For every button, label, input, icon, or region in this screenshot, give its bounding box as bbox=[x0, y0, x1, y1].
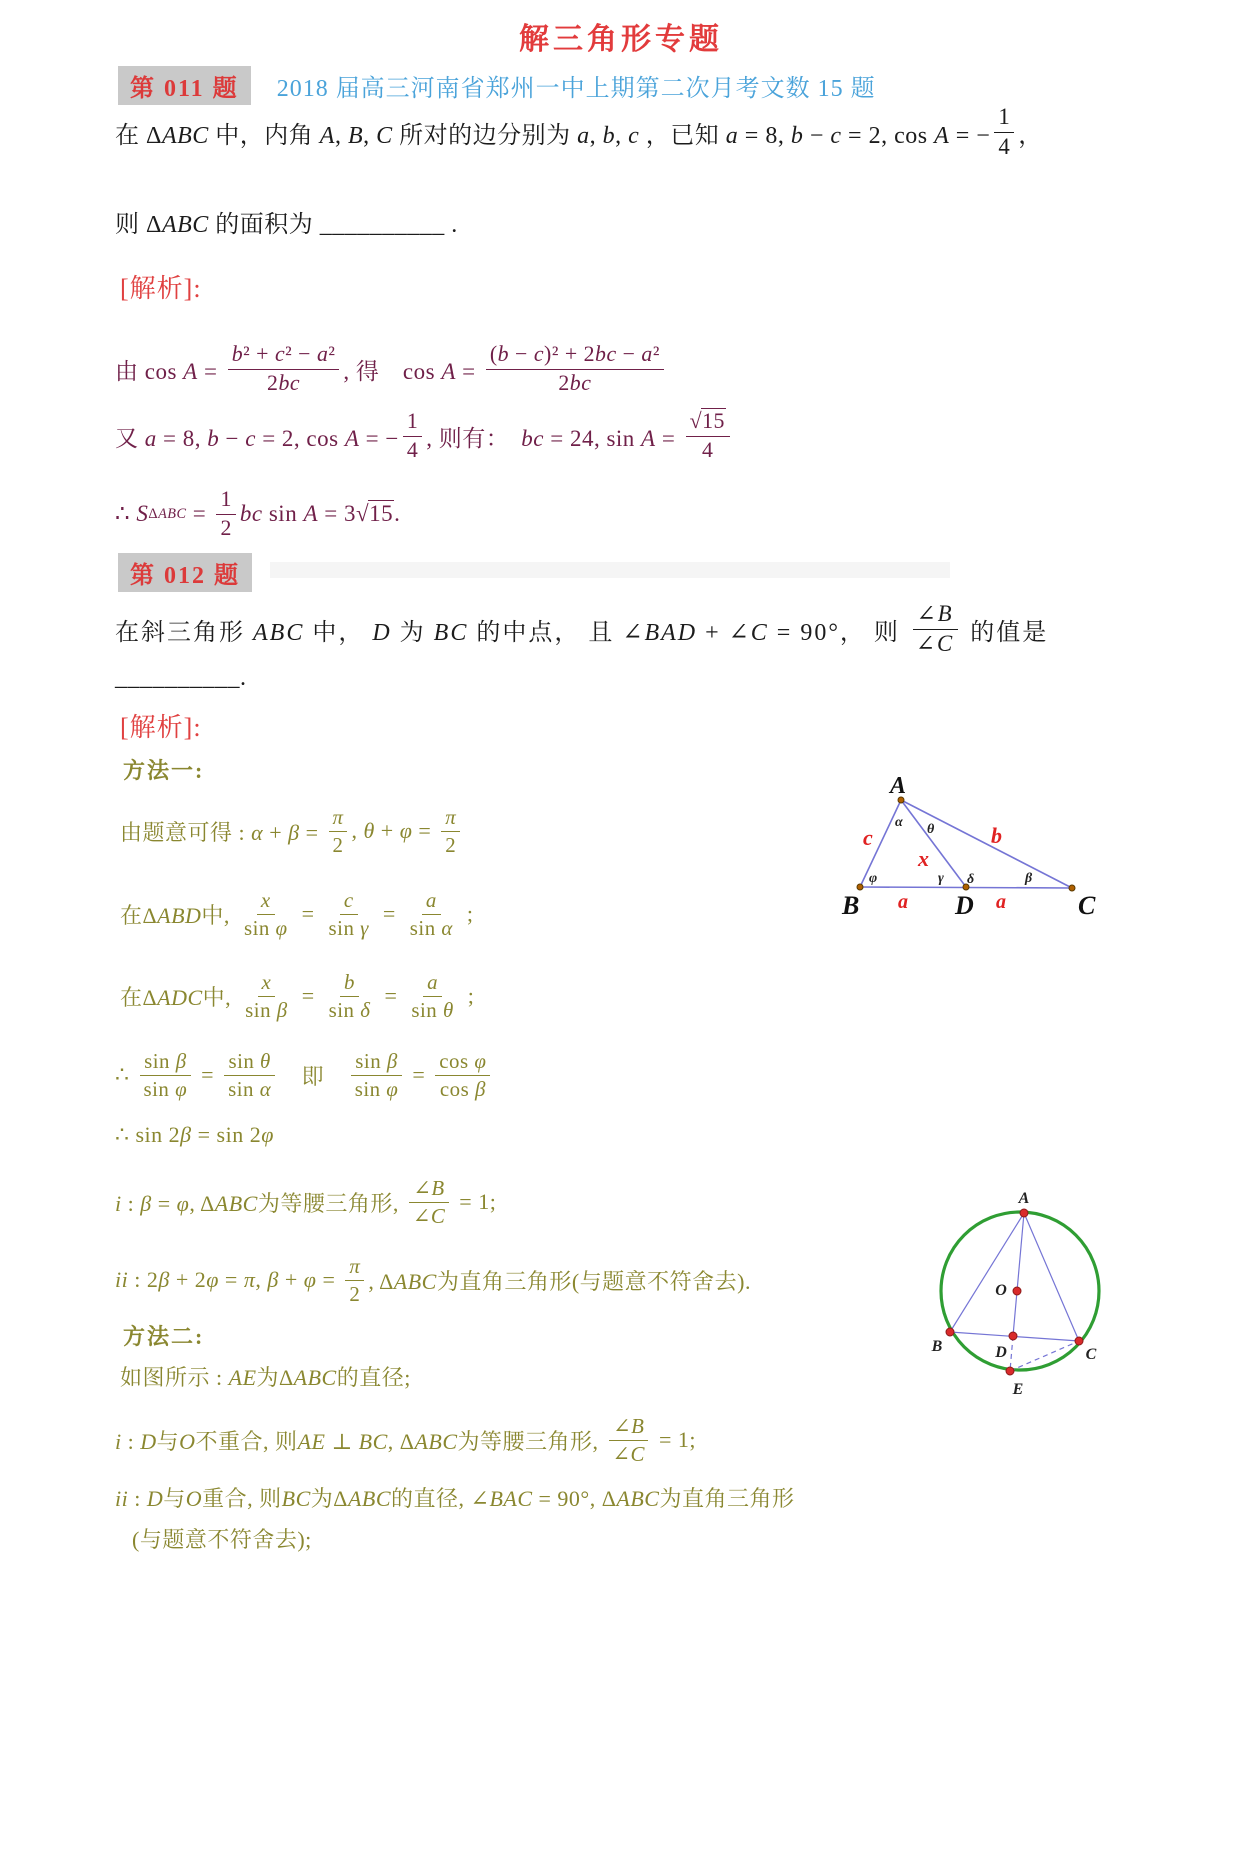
circle-point-label-e: E bbox=[1012, 1381, 1024, 1398]
triangle-angle-label-gamma: γ bbox=[938, 871, 944, 886]
circle-diagram bbox=[925, 1185, 1130, 1405]
analysis-label-012-text: [解析]: bbox=[120, 712, 202, 742]
problem-011-label: 第 011 题 bbox=[118, 66, 251, 105]
analysis-label-012 bbox=[120, 702, 202, 748]
problem-012-statement-line-2: __________. bbox=[115, 664, 247, 691]
triangle-angle-label-beta: β bbox=[1025, 871, 1033, 886]
solution-011-line-2: 又 a = 8, b − c = 2, cos A = − $\frac{1}{4}$ , 则有： bc = 24, sin A = $\frac{√15}{4}$ bbox=[115, 398, 734, 474]
method-2-line-4: (与题意不符舍去); bbox=[132, 1526, 312, 1552]
triangle-angle-label-delta: δ bbox=[967, 872, 975, 887]
triangle-edges bbox=[860, 800, 1072, 888]
triangle-vertex-label-b: B bbox=[842, 891, 860, 920]
triangle-side-label-a-left: a bbox=[898, 891, 908, 913]
triangle-angle-label-phi: φ bbox=[869, 871, 878, 886]
method-1-line-2: 在ΔABD中, $\frac{x}{\text{sin φ}}$ = $\frac{c}{\text{sin γ}}$ = $\frac{a}{\text{sin α}}$ ; bbox=[120, 888, 474, 940]
method-1-line-7: ii : 2β + 2φ = π, β + φ = $\frac{\pi}{2}$ , ΔABC为直角三角形(与题意不符舍去). bbox=[115, 1254, 751, 1306]
triangle-vertex-dots bbox=[857, 797, 1075, 891]
method-1-line-3: 在ΔADC中, $\frac{x}{\text{sin β}}$ = $\frac{b}{\text{sin δ}}$ = $\frac{a}{\text{sin θ}}$ ; bbox=[120, 970, 475, 1022]
page-title: 解三角形专题 bbox=[519, 23, 723, 56]
problem-011-source: 2018 届高三河南省郑州一中上期第二次月考文数 15 题 bbox=[276, 76, 876, 102]
circle-point-label-a: A bbox=[1018, 1190, 1030, 1207]
triangle-vertex-label-d: D bbox=[955, 891, 974, 920]
method-2-line-1: 如图所示 : AE为ΔABC的直径; bbox=[120, 1364, 411, 1390]
triangle-side-label-c: c bbox=[863, 825, 873, 850]
method-2-line-2: i : D与O不重合, 则AE ⊥ BC, ΔABC为等腰三角形, $\frac{\angle B}{\angle C}$ = 1; bbox=[115, 1414, 696, 1466]
solution-011-line-1: 由 cos A = $\frac{\text{b² + c² − a²}}{2bc}$ , 得 cos A = $\frac{\text{(b − c)² + 2bc − a²}}{2bc}$ bbox=[115, 320, 668, 418]
problem-012-statement-line-1: 在斜三角形 ABC 中， D 为 BC 的中点， 且 ∠BAD + ∠C = 90°， 则 $\frac{\angle B}{\angle C}$ 的值是 bbox=[115, 601, 1049, 656]
method-1-line-4: ∴ $\frac{\text{sin β}}{\text{sin φ}}$ = $\frac{\text{sin θ}}{\text{sin α}}$ 即 $\frac{\text{sin β}}{\text{sin φ}}$ = $\frac{\text{cos φ}}{\text{cos β}}$ bbox=[115, 1040, 494, 1110]
method-1-heading-text: 方法一: bbox=[123, 757, 205, 783]
triangle-diagram bbox=[828, 753, 1128, 928]
triangle-side-label-b: b bbox=[991, 823, 1002, 848]
circle-point-label-o: O bbox=[995, 1282, 1007, 1299]
problem-011-statement-line-2: 则 ΔABC 的面积为 __________ . bbox=[115, 211, 458, 238]
method-1-line-1: 由题意可得 : α + β = $\frac{\pi}{2}$ , θ + φ = $\frac{\pi}{2}$ bbox=[120, 800, 464, 862]
method-2-heading bbox=[123, 1320, 204, 1350]
analysis-label-011-text: [解析]: bbox=[120, 273, 202, 303]
problem-011-statement-line-1: 在 ΔABC 中，内角 A, B, C 所对的边分别为 a, b, c ，已知 a = 8, b − c = 2, cos A = − $\frac{1}{4}$ ， bbox=[115, 104, 1043, 159]
triangle-cevian-label-x: x bbox=[918, 846, 929, 871]
circle-point-label-d: D bbox=[995, 1344, 1007, 1361]
method-2-heading-text: 方法二: bbox=[123, 1323, 205, 1349]
highlight-strip bbox=[270, 562, 950, 578]
solution-011-line-3: ∴ S ΔABC = $\frac{1}{2}$ bc sin A = 3√15. bbox=[115, 487, 401, 540]
problem-012-label: 第 012 题 bbox=[118, 553, 252, 592]
analysis-label-011 bbox=[120, 263, 202, 309]
triangle-angle-label-theta: θ bbox=[927, 822, 935, 837]
method-1-line-5: ∴ sin 2β = sin 2φ bbox=[115, 1122, 274, 1147]
problem-012-header bbox=[118, 553, 252, 592]
circle-point-label-b: B bbox=[931, 1338, 943, 1355]
triangle-vertex-label-c: C bbox=[1078, 891, 1096, 920]
triangle-side-label-a-right: a bbox=[996, 891, 1006, 913]
method-1-line-6: i : β = φ, ΔABC为等腰三角形, $\frac{\angle B}{\angle C}$ = 1; bbox=[115, 1176, 497, 1228]
triangle-angle-label-alpha: α bbox=[895, 815, 903, 830]
circle-point-label-c: C bbox=[1085, 1346, 1097, 1363]
method-2-line-3: ii : D与O重合, 则BC为ΔABC的直径, ∠BAC = 90°, ΔABC为直角三角形 bbox=[115, 1485, 795, 1511]
method-1-heading bbox=[123, 754, 204, 784]
triangle-vertex-label-a: A bbox=[890, 773, 907, 799]
